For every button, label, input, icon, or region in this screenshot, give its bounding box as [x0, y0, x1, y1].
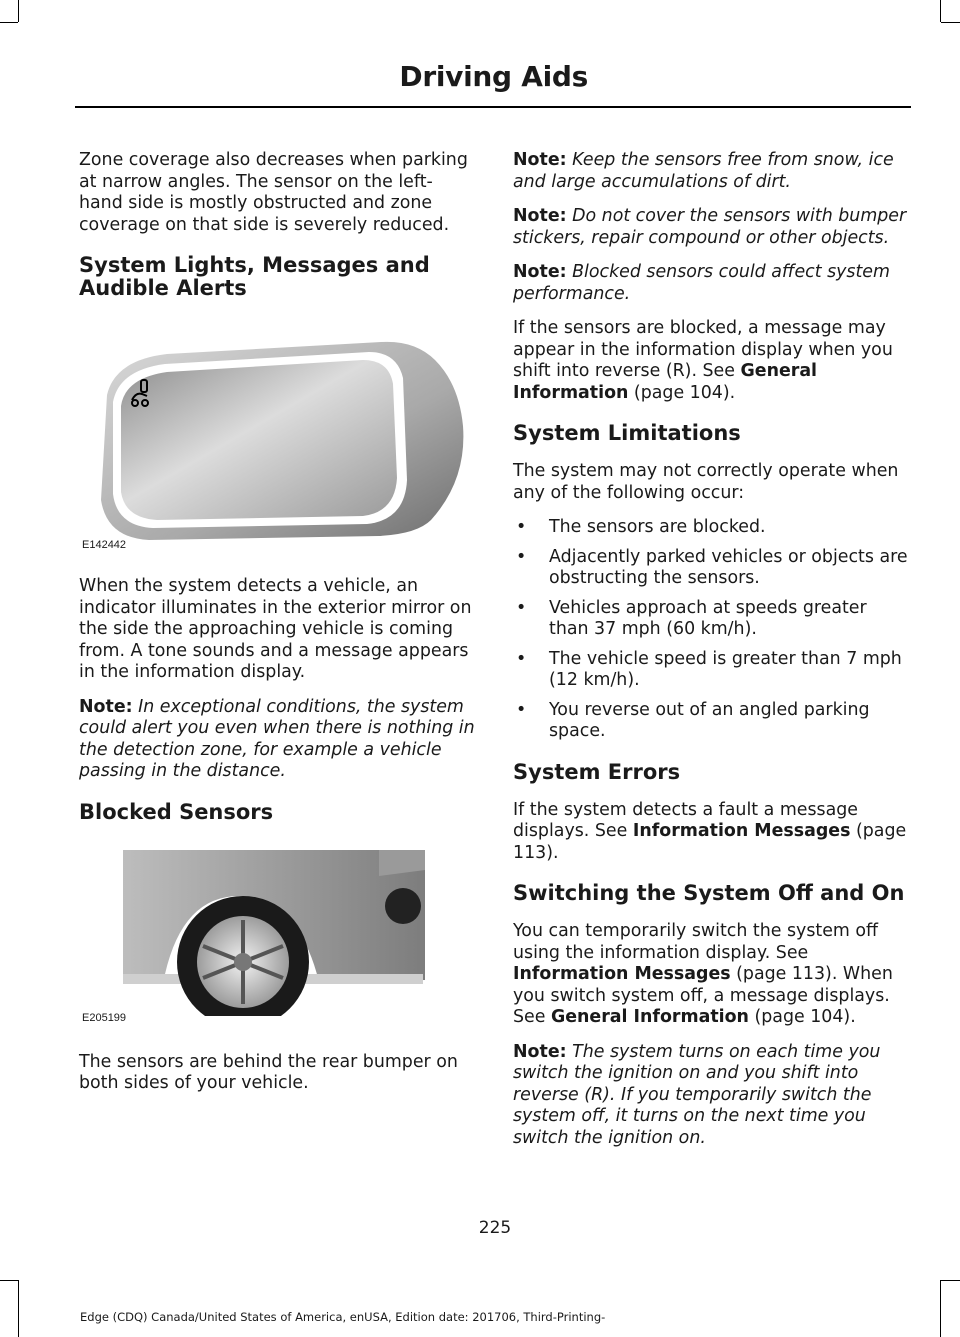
list-item: • Vehicles approach at speeds greater than 37 mph (60 km/h).: [513, 598, 909, 641]
figure-id: E142442: [82, 538, 127, 551]
information-messages-link[interactable]: Information Messages: [632, 821, 851, 841]
note-text: Do not cover the sensors with bumper stickers, repair compound or other objects.: [513, 206, 907, 248]
note-text: Keep the sensors free from snow, ice and large accumulations of dirt.: [513, 150, 894, 192]
detection-paragraph: When the system detects a vehicle, an indicator illuminates in the exterior mirror on the side the approaching vehicle is coming from. A tone sounds and a message appears in the information display.: [79, 576, 472, 682]
switch-text: You can temporarily switch the system off using the information display. See: [513, 921, 878, 963]
right-column: [513, 150, 909, 1162]
crop-mark: [0, 22, 18, 23]
mirror-figure: [79, 330, 475, 556]
note-label: Note:: [513, 262, 567, 282]
general-information-link[interactable]: General Information: [513, 361, 818, 403]
intro-paragraph: Zone coverage also decreases when parking at narrow angles. The sensor on the left-hand side is mostly obstructed and zone coverage on that side is severely reduced.: [79, 150, 468, 235]
page-title: Driving Aids: [399, 60, 588, 93]
switch-text: (page 113). When you switch system off, a message displays. See: [513, 964, 893, 1027]
crop-mark: [941, 22, 960, 23]
heading-system-limitations: System Limitations: [513, 421, 741, 445]
general-information-link[interactable]: General Information: [550, 1007, 749, 1027]
errors-text: If the system detects a fault a message displays. See: [513, 799, 858, 841]
note-text: In exceptional conditions, the system could alert you even when there is nothing in the detection zone, for example a vehicle passing in the distance.: [79, 696, 475, 781]
note-exceptional: [79, 697, 475, 783]
heading-blocked-sensors: Blocked Sensors: [79, 799, 274, 824]
note-keep-free: [513, 150, 909, 193]
page-reference: (page 104).: [748, 1007, 856, 1027]
note-label: Note:: [513, 1041, 567, 1062]
bumper-figure: [79, 850, 475, 1030]
blocked-paragraph: [513, 318, 909, 404]
page-number: 225: [478, 1218, 512, 1238]
crop-mark: [940, 0, 941, 22]
list-item: • You reverse out of an angled parking space.: [513, 700, 909, 743]
crop-mark: [940, 1280, 941, 1337]
note-label: Note:: [79, 696, 133, 717]
note-system-turns-on: [513, 1042, 909, 1150]
left-column: [79, 150, 475, 1108]
sensors-location-paragraph: The sensors are behind the rear bumper on both sides of your vehicle.: [79, 1051, 458, 1093]
note-label: Note:: [513, 150, 567, 170]
mirror-illustration: [79, 330, 475, 542]
list-item: • The vehicle speed is greater than 7 mph (12 km/h).: [513, 649, 909, 692]
crop-mark: [941, 1280, 960, 1281]
limitations-list: [513, 517, 909, 743]
crop-mark: [18, 1280, 19, 1337]
header-divider: [75, 106, 911, 108]
rear-bumper-illustration: [79, 850, 475, 1016]
crop-mark: [18, 0, 19, 22]
footer-edition: Edge (CDQ) Canada/United States of America, enUSA, Edition date: 201706, Third-Printing-: [80, 1310, 606, 1324]
limitations-intro: The system may not correctly operate when any of the following occur:: [513, 461, 899, 503]
errors-paragraph: [513, 800, 909, 865]
note-blocked-sensors: [513, 262, 909, 305]
page-reference: (page 113).: [513, 821, 907, 863]
page-reference: (page 104).: [628, 382, 736, 403]
note-text: The system turns on each time you switch the ignition on and you shift into reverse (R). If you temporarily switch the system off, it turns on the next time you switch the ignition on.: [513, 1041, 881, 1148]
note-text: Blocked sensors could affect system performance.: [513, 262, 890, 304]
blocked-text: If the sensors are blocked, a message may appear in the information display when you shift into reverse (R). See: [513, 318, 893, 381]
note-do-not-cover: [513, 206, 909, 249]
crop-mark: [0, 1280, 18, 1281]
heading-system-errors: System Errors: [513, 759, 681, 784]
heading-switching-system: Switching the System Off and On: [513, 881, 905, 905]
information-messages-link[interactable]: Information Messages: [513, 964, 731, 984]
figure-id: E205199: [82, 1012, 127, 1024]
note-label: Note:: [513, 206, 567, 226]
list-item: • The sensors are blocked.: [513, 517, 909, 539]
heading-system-lights: System Lights, Messages and Audible Alerts: [79, 253, 430, 300]
list-item: • Adjacently parked vehicles or objects are obstructing the sensors.: [513, 547, 909, 590]
switch-paragraph: [513, 921, 909, 1029]
